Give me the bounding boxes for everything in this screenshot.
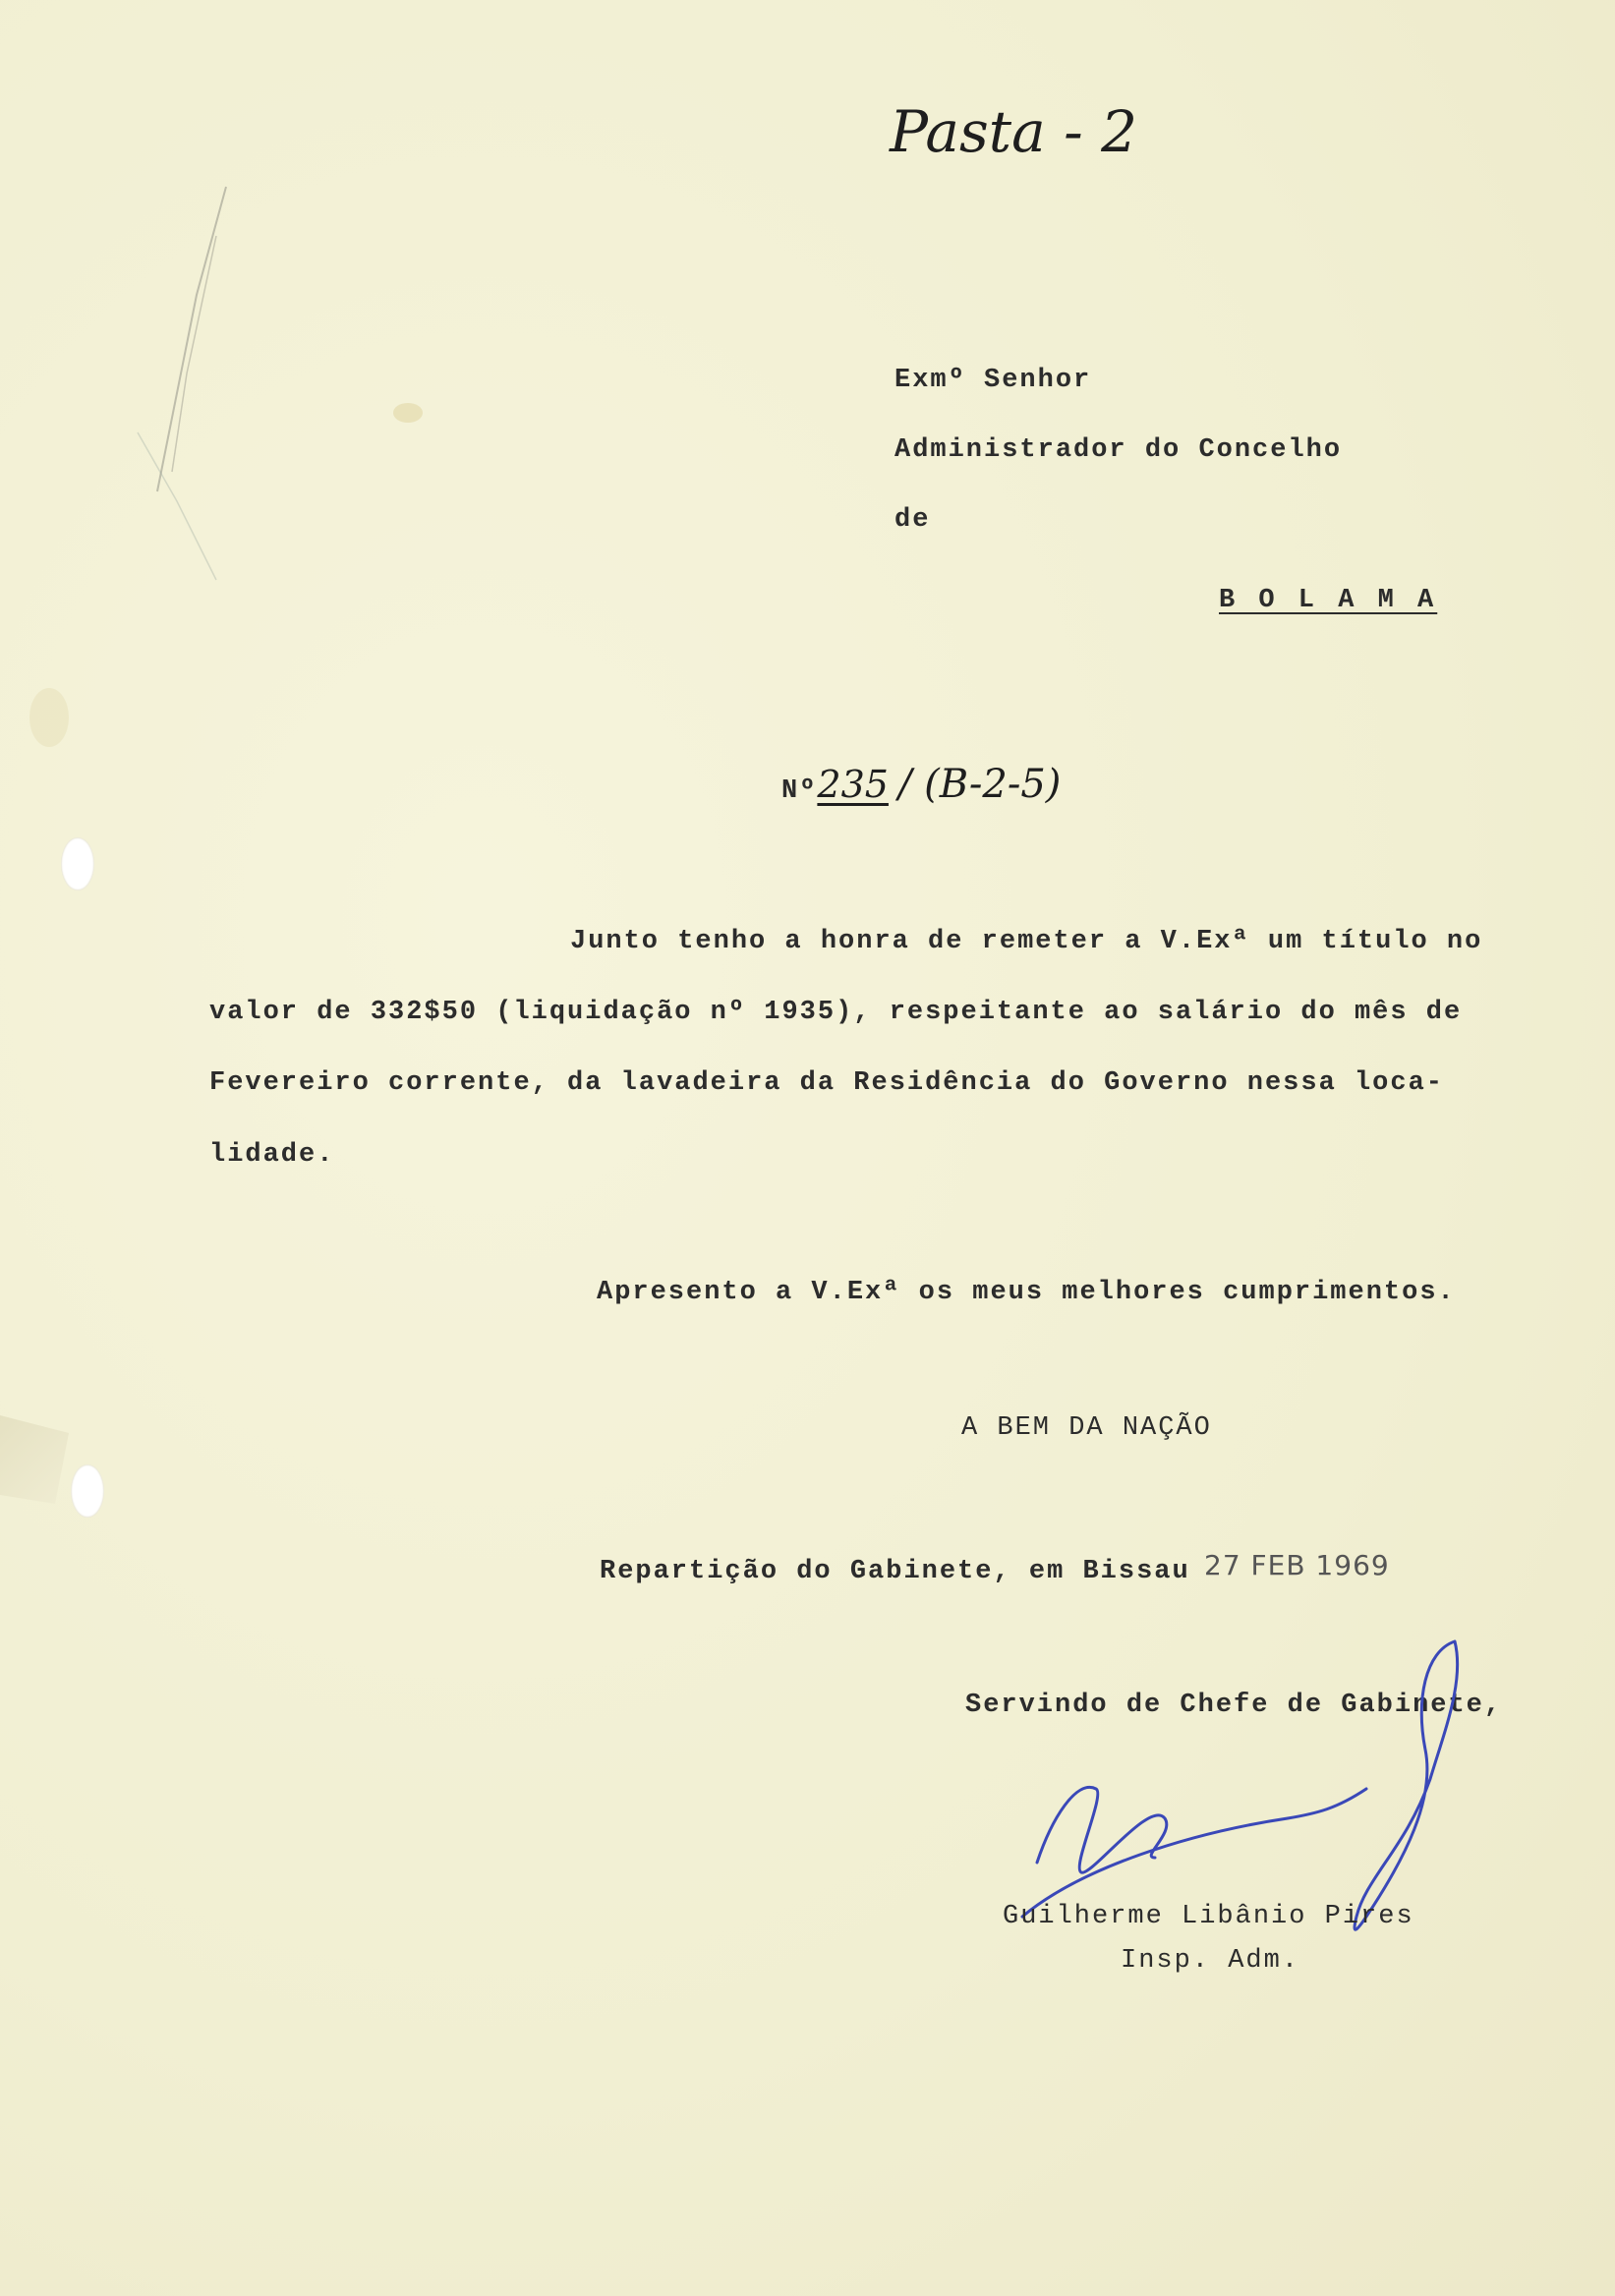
signature-role: Servindo de Chefe de Gabinete, <box>965 1691 1503 1720</box>
handwritten-signature <box>993 1622 1504 1946</box>
signatory-name: Guilherme Libânio Pires <box>1003 1902 1414 1931</box>
reference-handwritten-suffix: / (B-2-5) <box>897 762 1062 807</box>
reference-number <box>781 762 1061 807</box>
paper-stain <box>29 688 69 747</box>
date-stamp: 27 FEB 1969 <box>1204 1549 1390 1581</box>
motto: A BEM DA NAÇÃO <box>961 1413 1212 1443</box>
punch-hole-lower <box>71 1464 104 1518</box>
body-line-4: lidade. <box>209 1140 335 1170</box>
reference-prefix: Nº <box>781 776 818 806</box>
signatory-title: Insp. Adm. <box>1121 1946 1300 1976</box>
pencil-marks <box>79 177 246 590</box>
closing-greeting: Apresento a V.Exª os meus melhores cumprimentos. <box>597 1278 1456 1307</box>
address-preposition: de <box>894 505 931 535</box>
paper-stain <box>393 403 423 423</box>
place-line: Repartição do Gabinete, em Bissau <box>600 1557 1190 1586</box>
handwritten-folder-note: Pasta - 2 <box>890 98 1138 165</box>
address-salutation: Exmº Senhor <box>894 366 1092 395</box>
body-line-1: Junto tenho a honra de remeter a V.Exª um título no <box>570 927 1483 956</box>
body-line-2: valor de 332$50 (liquidação nº 1935), respeitante ao salário do mês de <box>209 998 1463 1027</box>
body-line-3: Fevereiro corrente, da lavadeira da Residência do Governo nessa loca- <box>209 1068 1444 1098</box>
address-recipient: Administrador do Concelho <box>894 435 1343 465</box>
address-place: B O L A M A <box>1219 586 1438 615</box>
paper-tear <box>0 1415 69 1504</box>
reference-handwritten-number: 235 <box>817 763 889 806</box>
punch-hole-upper <box>61 837 94 890</box>
